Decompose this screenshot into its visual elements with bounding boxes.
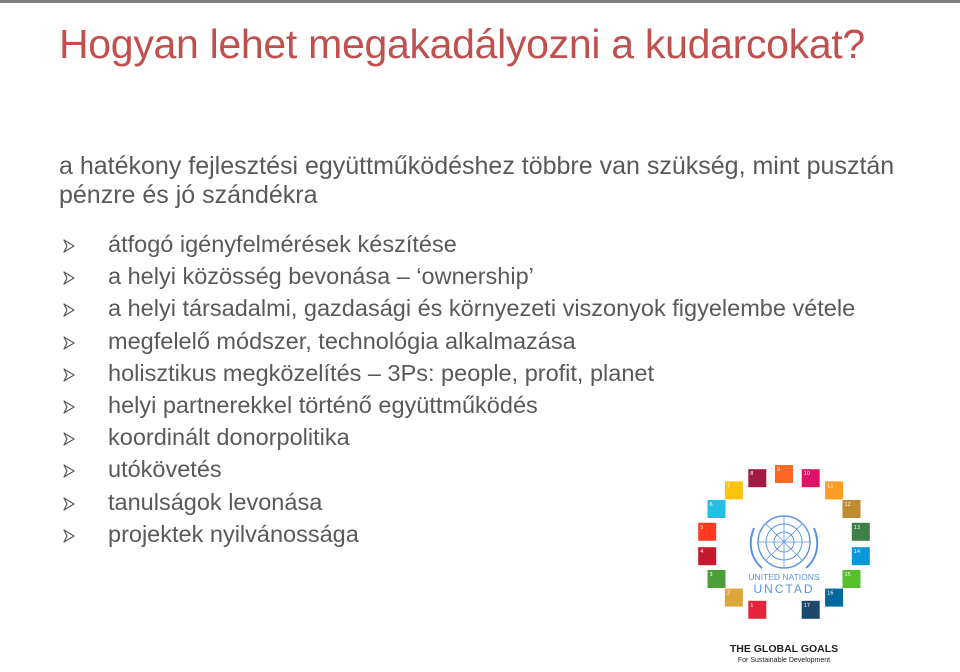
bullet-text: a helyi társadalmi, gazdasági és környezeti viszonyok figyelembe vétele [108,295,856,322]
sdg-goal-number: 10 [803,471,811,478]
sdg-goal-number: 9 [777,467,781,473]
sdg-goal-number: 5 [700,524,704,531]
bullet-text: utókövetés [108,456,222,483]
global-goals-logo-graphic [684,456,884,667]
sdg-goal-number: 13 [853,524,861,531]
arrow-bullet-icon [62,336,76,350]
bullet-text: megfelelő módszer, technológia alkalmazása [108,327,576,354]
goals-title: THE GLOBAL GOALS [729,643,839,655]
bullet-text: tanulságok levonása [108,488,323,515]
un-emblem-icon [751,516,818,568]
slide-title: Hogyan lehet megakadályozni a kudarcokat? [59,21,865,67]
arrow-bullet-icon [62,400,76,414]
arrow-bullet-icon [62,303,76,317]
arrow-bullet-icon [62,529,76,543]
arrow-bullet-icon [62,432,76,446]
unctad-global-goals-logo [684,456,884,667]
sdg-goal-number: 4 [700,549,704,556]
bullet-text: helyi partnerekkel történő együttműködés [108,391,538,418]
org-name: UNCTAD [753,582,815,596]
sdg-goal-number: 1 [750,602,754,609]
arrow-bullet-icon [62,497,76,511]
arrow-bullet-icon [62,464,76,478]
sdg-goal-number: 6 [709,502,713,508]
bullet-item [62,261,902,292]
bullet-item [62,229,902,260]
bullet-item [62,326,902,357]
bullet-item [62,390,902,421]
sdg-goal-number: 3 [709,572,713,578]
bullet-text: koordinált donorpolitika [108,424,350,451]
arrow-bullet-icon [62,271,76,285]
bullet-item [62,293,902,324]
sdg-goal-number: 12 [844,502,851,508]
sdg-goal-number: 17 [803,602,811,609]
sdg-goal-number: 2 [726,590,731,597]
arrow-bullet-icon [62,368,76,382]
slide-subtitle: a hatékony fejlesztési együttműködéshez többre van szükség, mint pusztán pénzre és jó szándékra [59,152,895,209]
top-rule [0,0,960,3]
sdg-goal-number: 8 [750,471,754,478]
bullet-text: a helyi közösség bevonása – ‘ownership’ [108,263,534,290]
bullet-text: holisztikus megközelítés – 3Ps: people, profit, planet [108,359,655,386]
sdg-goal-number: 15 [844,572,851,578]
sdg-goal-number: 11 [827,483,834,490]
sdg-goal-number: 7 [726,483,731,490]
bullet-text: átfogó igényfelmérések készítése [108,231,457,257]
org-line: UNITED NATIONS [748,572,820,582]
goals-subtitle: For Sustainable Development [737,657,831,664]
bullet-text: projektek nyilvánossága [108,520,359,547]
bullet-item [62,422,902,453]
bullet-item [62,358,902,389]
sdg-goal-number: 16 [827,590,834,597]
arrow-bullet-icon [62,239,76,253]
sdg-goal-number: 14 [853,549,861,556]
